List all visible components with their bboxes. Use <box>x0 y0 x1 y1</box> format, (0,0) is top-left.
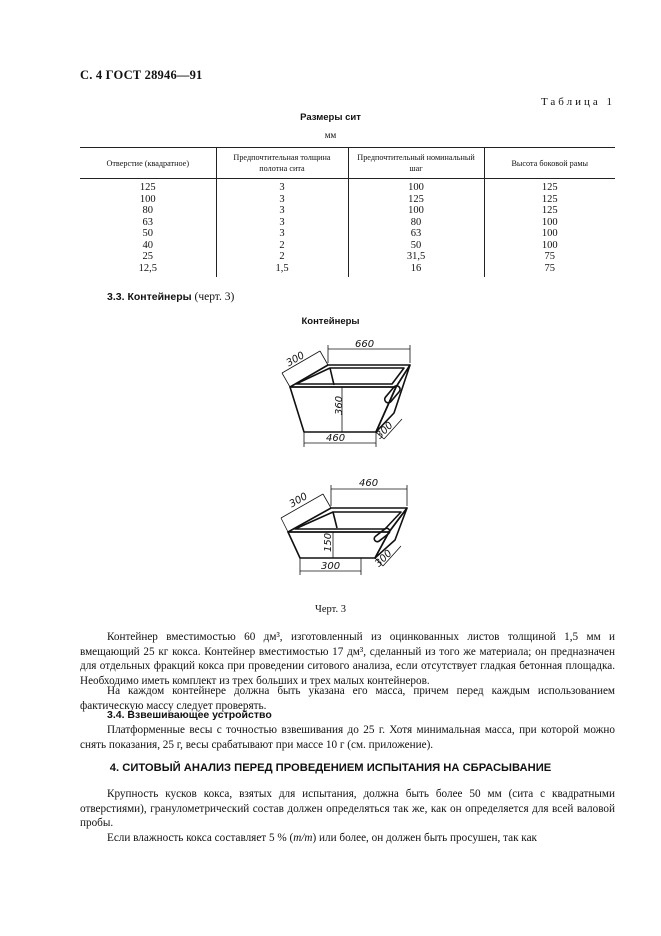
table-cell: 12,5 <box>138 262 157 274</box>
section-number: 3.3. <box>107 291 125 303</box>
table-cell: 125 <box>348 194 484 206</box>
sieve-size-table <box>80 147 615 277</box>
table-cell: 2 <box>216 240 348 252</box>
dim-large-bottom-length: 460 <box>326 433 346 444</box>
table-cell: 125 <box>484 205 615 217</box>
table-cell: 100 <box>139 193 156 205</box>
figure-reference: (черт. 3) <box>194 291 235 303</box>
table-unit: мм <box>324 130 337 140</box>
moisture-text-start: Если влажность кокса составляет 5 % ( <box>107 832 294 844</box>
page-header: С. 4 ГОСТ 28946—91 <box>80 68 203 82</box>
table-cell: 3 <box>216 228 348 240</box>
figure-caption: Черт. 3 <box>315 604 346 615</box>
table-row <box>80 240 615 252</box>
paragraph-lump-size: Крупность кусков кокса, взятых для испытания, должна быть более 50 мм (сита с квадратными отверстиями), гранулометрический состав должен определяться так же, как он определяется для всей валовой пробы. <box>80 788 615 830</box>
table-cell: 50 <box>142 228 153 239</box>
paragraph-mass-marking: На каждом контейнере должна быть указана его масса, причем перед каждым использованием фактическую массу следует проверять. <box>80 685 615 712</box>
dim-large-height: 360 <box>334 395 345 415</box>
table-row <box>80 251 615 263</box>
large-container-drawing <box>270 335 430 460</box>
table-cell: 100 <box>484 217 615 229</box>
figure-title: Контейнеры <box>301 316 360 327</box>
section-3-4-heading: 3.4. Взвешивающее устройство <box>107 709 272 721</box>
table-cell: 75 <box>484 263 615 278</box>
dim-large-top-width: 300 <box>284 350 307 370</box>
table-number: Таблица 1 <box>540 96 615 108</box>
column-header-thickness: Предпочтительная толщина полотна сита <box>216 148 348 179</box>
dim-small-height: 150 <box>323 532 334 552</box>
table-cell: 25 <box>142 251 153 262</box>
dim-small-bottom-width: 300 <box>373 548 395 570</box>
table-cell: 63 <box>142 216 153 228</box>
table-cell: 1,5 <box>216 263 348 278</box>
table-cell: 3 <box>216 179 348 194</box>
table-cell: 100 <box>348 205 484 217</box>
small-container-drawing <box>275 470 425 590</box>
table-cell: 100 <box>348 179 484 194</box>
table-row <box>80 228 615 240</box>
column-header-frame-height: Высота боковой рамы <box>484 148 615 179</box>
table-cell: 80 <box>348 217 484 229</box>
dim-large-bottom-width: 300 <box>374 420 396 442</box>
dim-small-bottom-length: 300 <box>321 561 341 572</box>
table-cell: 3 <box>216 205 348 217</box>
table-cell: 100 <box>484 228 615 240</box>
dim-small-top-width: 300 <box>287 491 310 511</box>
table-cell: 80 <box>142 205 153 216</box>
table-cell: 63 <box>348 228 484 240</box>
table-cell: 125 <box>484 194 615 206</box>
table-title: Размеры сит <box>300 112 361 123</box>
table-cell: 16 <box>348 263 484 278</box>
table-row <box>80 194 615 206</box>
table-cell: 50 <box>348 240 484 252</box>
table-cell: 3 <box>216 194 348 206</box>
section-4-heading: 4. СИТОВЫЙ АНАЛИЗ ПЕРЕД ПРОВЕДЕНИЕМ ИСПЫТАНИЯ НА СБРАСЫВАНИЕ <box>109 762 552 774</box>
moisture-unit: m/m <box>293 832 313 844</box>
paragraph-containers: Контейнер вместимостью 60 дм³, изготовленный из оцинкованных листов толщиной 1,5 мм и вмещающий 25 кг кокса. Контейнер вместимостью 17 дм³, сделанный из того же материала; он предназначен для отдельных фракций кокса при проведении ситового анализа, если отсутствует гладкая бетонная площадка. Необходимо иметь комплект из трех больших и трех малых контейнеров. <box>80 631 615 687</box>
section-3-3-heading <box>107 291 234 303</box>
table-header-row <box>80 148 615 179</box>
table-row <box>80 217 615 229</box>
table-cell: 125 <box>139 182 156 193</box>
table-row <box>80 263 615 278</box>
column-header-aperture: Отверстие (квадратное) <box>80 148 216 179</box>
paragraph-moisture <box>80 831 615 846</box>
section-title: Контейнеры <box>127 291 192 303</box>
table-row <box>80 205 615 217</box>
table-cell: 2 <box>216 251 348 263</box>
column-header-pitch: Предпочтительный номинальный шаг <box>348 148 484 179</box>
dim-large-top-length: 660 <box>355 339 375 350</box>
table-cell: 125 <box>484 179 615 194</box>
table-row <box>80 179 615 194</box>
table-cell: 75 <box>484 251 615 263</box>
table-cell: 100 <box>484 240 615 252</box>
dim-small-top-length: 460 <box>359 478 379 489</box>
paragraph-scales: Платформенные весы с точностью взвешивания до 25 г. Хотя минимальная масса, при которой можно снять показания, 25 г, весы срабатывают при массе 10 г (см. приложение). <box>80 724 615 751</box>
table-cell: 40 <box>142 239 153 251</box>
table-cell: 3 <box>216 217 348 229</box>
table-cell: 31,5 <box>348 251 484 263</box>
moisture-text-end: ) или более, он должен быть просушен, так как <box>312 832 537 844</box>
